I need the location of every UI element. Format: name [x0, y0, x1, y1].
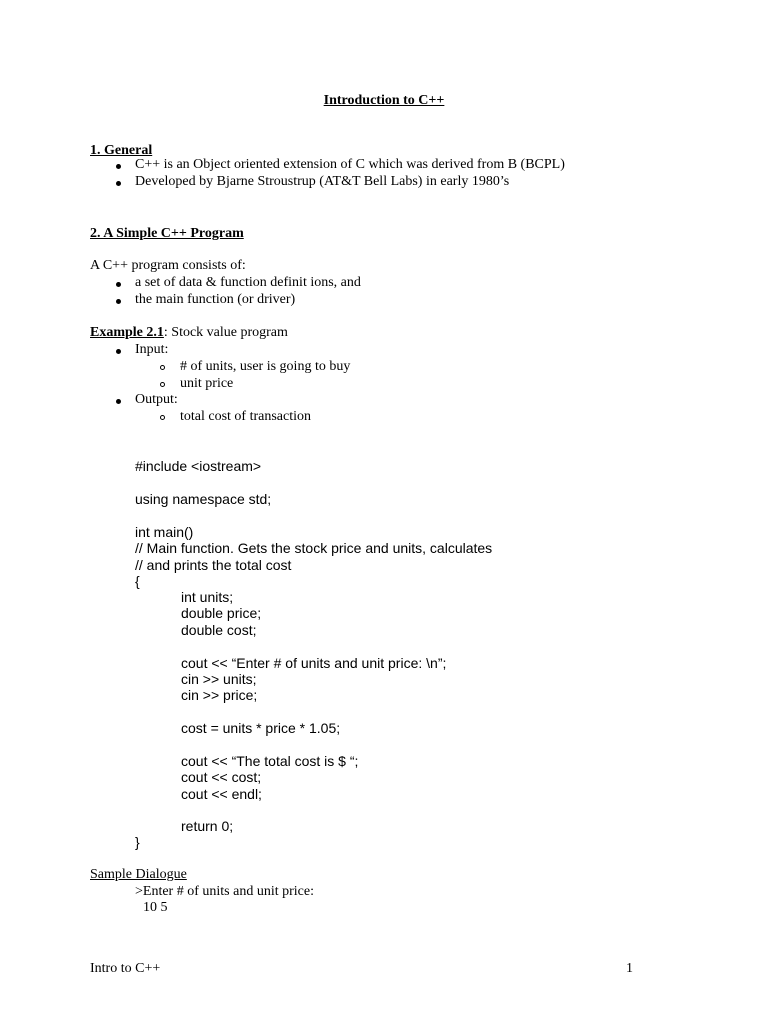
code-line: // Main function. Gets the stock price and units, calculates — [135, 540, 493, 556]
section-intro: A C++ program consists of: — [90, 258, 246, 273]
dialogue-line: 10 5 — [143, 900, 168, 915]
code-line: double price; — [181, 605, 262, 621]
sample-dialogue-heading: Sample Dialogue — [90, 867, 187, 882]
list-item: Developed by Bjarne Stroustrup (AT&T Bell Labs) in early 1980’s — [135, 174, 510, 189]
example-description: : Stock value program — [163, 325, 288, 340]
code-line: { — [135, 573, 140, 589]
list-item: the main function (or driver) — [135, 292, 296, 307]
circle-bullet-icon — [160, 382, 165, 387]
code-line: int main() — [135, 524, 194, 540]
page-title: Introduction to C++ — [323, 93, 445, 108]
example-label: Example 2.1 — [90, 325, 164, 340]
list-item: total cost of transaction — [180, 409, 312, 424]
bullet-icon — [116, 299, 121, 304]
code-line: } — [135, 834, 140, 850]
bullet-icon — [116, 164, 121, 169]
code-line: double cost; — [181, 622, 257, 638]
bullet-icon — [116, 282, 121, 287]
output-label: Output: — [135, 392, 178, 407]
code-line: cout << “The total cost is $ “; — [181, 753, 359, 769]
dialogue-line: >Enter # of units and unit price: — [135, 884, 314, 899]
code-line: cin >> units; — [181, 671, 257, 687]
code-line: cout << cost; — [181, 769, 262, 785]
bullet-icon — [116, 181, 121, 186]
example-title — [90, 325, 288, 341]
code-line: cout << “Enter # of units and unit price: \n”; — [181, 655, 447, 671]
section-heading-general: 1. General — [90, 143, 153, 158]
input-label: Input: — [135, 342, 169, 357]
code-line: cost = units * price * 1.05; — [181, 720, 341, 736]
code-line: int units; — [181, 589, 234, 605]
code-line: cout << endl; — [181, 786, 262, 802]
bullet-icon — [116, 349, 121, 354]
list-item: a set of data & function definit ions, and — [135, 275, 361, 290]
list-item: C++ is an Object oriented extension of C which was derived from B (BCPL) — [135, 157, 565, 172]
code-line: using namespace std; — [135, 491, 272, 507]
code-line: // and prints the total cost — [135, 557, 292, 573]
code-line: return 0; — [181, 818, 234, 834]
bullet-icon — [116, 399, 121, 404]
list-item: unit price — [180, 376, 234, 391]
circle-bullet-icon — [160, 415, 165, 420]
list-item: # of units, user is going to buy — [180, 359, 351, 374]
page-number: 1 — [626, 961, 633, 976]
circle-bullet-icon — [160, 365, 165, 370]
code-line: cin >> price; — [181, 687, 258, 703]
section-heading-simple-program: 2. A Simple C++ Program — [90, 226, 244, 241]
footer-title: Intro to C++ — [90, 961, 161, 976]
code-line: #include <iostream> — [135, 458, 262, 474]
